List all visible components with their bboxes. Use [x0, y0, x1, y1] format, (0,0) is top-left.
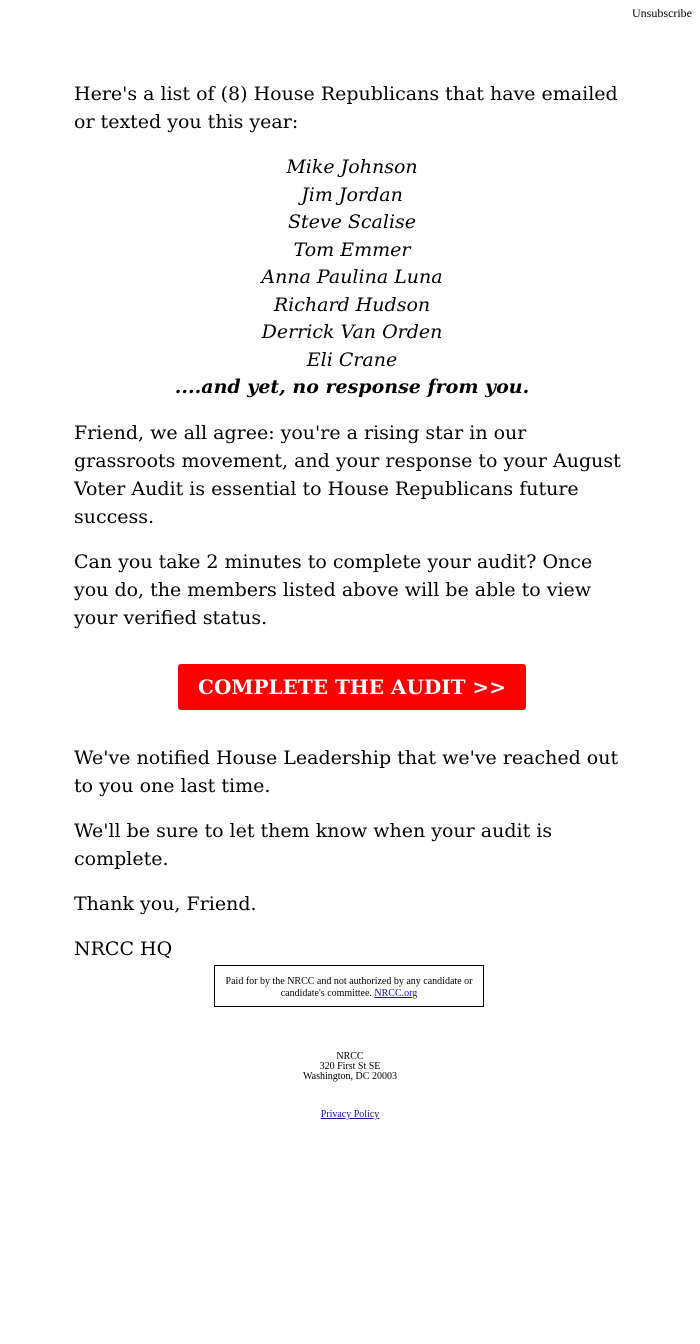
nrcc-website-link[interactable]: NRCC.org	[374, 988, 418, 999]
complete-audit-button[interactable]: COMPLETE THE AUDIT >>	[178, 664, 526, 710]
cta-container	[74, 664, 630, 710]
paragraph-let-them-know: We'll be sure to let them know when your audit is complete.	[74, 819, 553, 870]
address-city: Washington, DC 20003	[303, 1071, 397, 1082]
email-body	[74, 80, 630, 980]
member-name: Steve Scalise	[287, 211, 417, 233]
address-org: NRCC	[336, 1051, 364, 1062]
member-name: Mike Johnson	[286, 156, 418, 178]
no-response-kicker: ....and yet, no response from you.	[174, 376, 530, 398]
disclaimer-text: Paid for by the NRCC and not authorized by any candidate or candidate's committee.	[225, 976, 473, 999]
member-name: Jim Jordan	[301, 183, 403, 206]
closing-line: Thank you, Friend.	[74, 892, 257, 915]
member-name: Anna Paulina Luna	[261, 266, 443, 288]
privacy-section	[0, 1109, 700, 1120]
mailing-address	[0, 1052, 700, 1082]
member-name: Derrick Van Orden	[261, 321, 443, 343]
paragraph-take-audit: Can you take 2 minutes to complete your audit? Once you do, the members listed above will be able to view your verified status.	[74, 550, 593, 629]
address-street: 320 First St SE	[319, 1061, 381, 1072]
member-name: Tom Emmer	[293, 238, 411, 261]
intro-paragraph: Here's a list of (8) House Republicans that have emailed or texted you this year:	[74, 83, 618, 133]
member-name: Eli Crane	[306, 348, 398, 371]
member-name: Richard Hudson	[273, 293, 431, 316]
unsubscribe-link[interactable]: Unsubscribe	[632, 6, 692, 20]
signature: NRCC HQ	[74, 937, 173, 960]
member-list	[74, 154, 630, 402]
privacy-policy-link[interactable]: Privacy Policy	[320, 1109, 380, 1120]
paid-for-disclaimer	[214, 965, 484, 1007]
paragraph-rising-star: Friend, we all agree: you're a rising star in our grassroots movement, and your response to your August Voter Audit is essential to House Republicans future success.	[74, 421, 621, 528]
paragraph-notified: We've notified House Leadership that we've reached out to you one last time.	[74, 746, 619, 797]
